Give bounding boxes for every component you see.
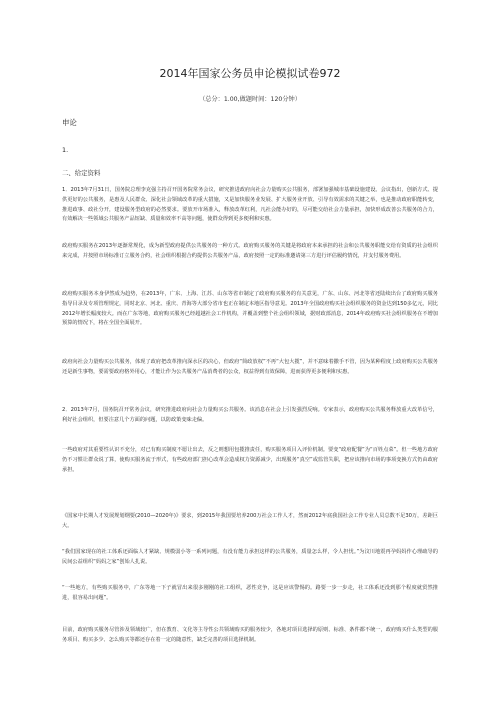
document-title: 2014年国家公务员申论模拟试卷972 [159, 67, 341, 80]
paragraph-7: 《国家中长期人才发展规划纲要(2010—2020年)》要求，到2015年我国要培养200万社会工作人才，然而2012年底我国社会工作专业人员总数不足30万，差距巨大。 [62, 513, 438, 529]
paragraph-2: 政府购买服务在2013年逐渐常规化，成为新型政府提供公共服务的一种方式。政府购买服务的关键是将政府本来承担的社会和公共服务职能交给有资质的社会组织来完成，并按照市场标准订立服务合约，社会组织根据合约提供公共服务产品，政府按照一定的标准邀请第三方进行评估履约情况，并支付服务费用。 [62, 243, 438, 259]
paragraph-6: 一些政府对其重要性认识不充分，对已有购买制度不愿让出去，反之则想用包揽推责任，购买服务项目入评价机制。要变“政府配餐”为“百姓点菜”。但一些地方政府仍不习惯让群众说了算，使购买服务流于形式，有些政府部门担心改革会造成权力资源减少，出现服务“真空”或监管失职，把应该推向市场的事项变换方式仍由政府承担。 [62, 447, 438, 473]
paragraph-1: 1．2013年7月31日，国务院总理李克强主持召开国务院常务会议，研究推进政府向社会力量购买公共服务，部署加强城市基础设施建设。会议指出，创新方式、提供更好的公共服务，是惠及人民群众、深化社会领域改革的重大措施，又是加快服务业发展、扩大服务业开放、引导有效需求的关键之举，也是推动政府职能转变，推进政事、政社分开，建设服务型政府的必然要求。要放开市场准入，释放改革红利，凡社会能办好的，尽可能交给社会力量承担，加快形成改善公共服务的合力，有效解决一些领域公共服务产品短缺、质量和效率不高等问题，使群众得到更多便利和实惠。 [62, 187, 438, 223]
paragraph-4: 政府向社会力量购买公共服务，体现了政府把改革推向深水区的决心，但政府“简政放权”不再“大包大揽”，并不意味着撒手不管，因为某种程度上政府购买公共服务还是新生事物，要需要政府格外用心，才能让作为公共服务产品消费者的公众，权益得到有效保障，进而获得更多便利和实惠。 [62, 359, 438, 375]
question-number: 1. [62, 146, 69, 154]
paragraph-8: “我们国家现在的社工体系还面临人才紧缺、规模弱小等一系列问题，有没有能力承担这样的公共服务，质量怎么样，令人担忧。”为汶川地震再孕妈妈作心理疏导的民间公益组织“妈妈之家”创始人扎说。 [62, 549, 438, 565]
paragraph-9: “一些地方，有些购买服务中，广东等地一下子就冒出来很多刚刚的社工组织，恶性竞争，这是应该警惕的。路要一步一步走，社工体系还没到那个程度就贸然推进，很容易出问题”。 [62, 585, 438, 601]
paragraph-10: 目前，政府购买服务尽管涉及领域较广，但在教育、文化等主导性公共领域购买的服务较少，各地对项目选择的原则、标准、条件都不统一，政府购买什么类型的服务项目、购买多少、怎么购买等都还存在着一定的随意性，缺乏完善的项目选择机制。 [62, 627, 438, 643]
section-label: 申论 [62, 118, 77, 127]
paragraph-5: 2．2013年7月，国务院召开常务会议，研究推进政府向社会力量购买公共服务。该消息在社会上引发强烈反响。专家表示，政府购买公共服务释放重大改革信号，利好社会组织，但要注意几个方面的问题，以防政策变味走偏。 [62, 407, 438, 423]
paragraph-3: 政府购买服务本身伊然成为趋势，在2013年，广东、上海、江苏、山东等省市制定了政府购买服务的有关意见，广东、山东、河北等省还陆续出台了政府购买服务指导目录及专项管理规定，同时北京、河北、重庆、青海等大部分省市也正在制定本地区指导意见。2013年全国政府购买社会组织服务的资金达到150多亿元，同比2012年增长幅度较大。而在广东等地，政府购买服务已经超越社会工作机构，并覆盖到整个社会组织领域，据财政部消息，2014年政府购买社会组织服务在不增加预算的情况下，将在全国全面展开。 [62, 291, 438, 327]
exam-meta: （总分：1.00,做题时间：120分钟） [199, 96, 301, 103]
materials-heading: 二、给定资料 [62, 169, 101, 177]
